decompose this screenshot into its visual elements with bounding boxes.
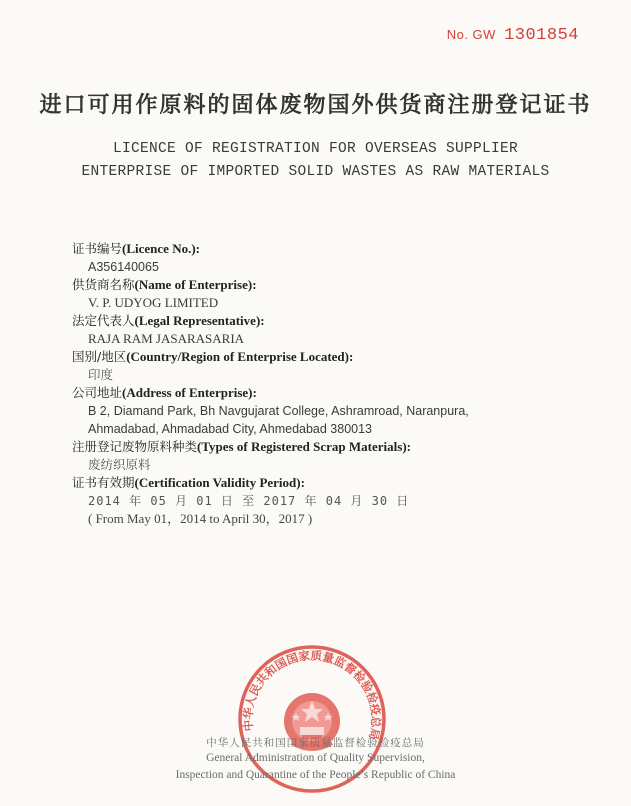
country-label: 国别/地区(Country/Region of Enterprise Located):	[72, 349, 354, 364]
licence-no-value: A356140065	[88, 260, 159, 274]
title-english-line2: ENTERPRISE OF IMPORTED SOLID WASTES AS RAW MATERIALS	[81, 164, 550, 180]
validity-value-english: ( From May 01，2014 to April 30，2017 )	[88, 511, 313, 526]
enterprise-name-value: V. P. UDYOG LIMITED	[88, 295, 219, 310]
scrap-types-value: 废纺织原料	[88, 457, 151, 472]
issuer-english-line2: Inspection and Quarantine of the People’s Republic of China	[175, 769, 456, 781]
issuing-authority	[0, 735, 631, 784]
legal-representative-label: 法定代表人(Legal Representative):	[72, 313, 265, 328]
enterprise-name-label: 供货商名称(Name of Enterprise):	[72, 277, 257, 292]
address-line1: B 2, Diamand Park, Bh Navgujarat College, Ashramroad, Naranpura,	[88, 404, 469, 418]
address-label: 公司地址(Address of Enterprise):	[72, 385, 257, 400]
legal-representative-value: RAJA RAM JASARASARIA	[88, 331, 245, 346]
address-line2: Ahmadabad, Ahmadabad City, Ahmedabad 380013	[88, 422, 373, 436]
licence-no-label: 证书编号(Licence No.):	[72, 241, 200, 256]
seal-ring-text: 中华人民共和国国家质量监督检验检疫总局	[240, 648, 384, 742]
title-chinese: 进口可用作原料的固体废物国外供货商注册登记证书	[39, 92, 592, 118]
validity-label: 证书有效期(Certification Validity Period):	[72, 475, 305, 490]
title-english-line1: LICENCE OF REGISTRATION FOR OVERSEAS SUPPLIER	[112, 141, 519, 157]
registration-fields	[72, 240, 592, 528]
certificate-number	[447, 26, 579, 45]
scrap-types-label: 注册登记废物原料种类(Types of Registered Scrap Materials):	[72, 439, 411, 454]
issuer-english-line1: General Administration of Quality Supervision,	[206, 752, 425, 764]
issuer-chinese: 中华人民共和国国家质量监督检验检疫总局	[206, 737, 425, 749]
certificate-number-prefix: No. GW	[446, 27, 496, 42]
validity-value-chinese: 2014 年 05 月 01 日 至 2017 年 04 月 30 日	[88, 494, 410, 508]
country-value: 印度	[88, 367, 114, 382]
certificate-number-value: 1301854	[504, 26, 579, 45]
